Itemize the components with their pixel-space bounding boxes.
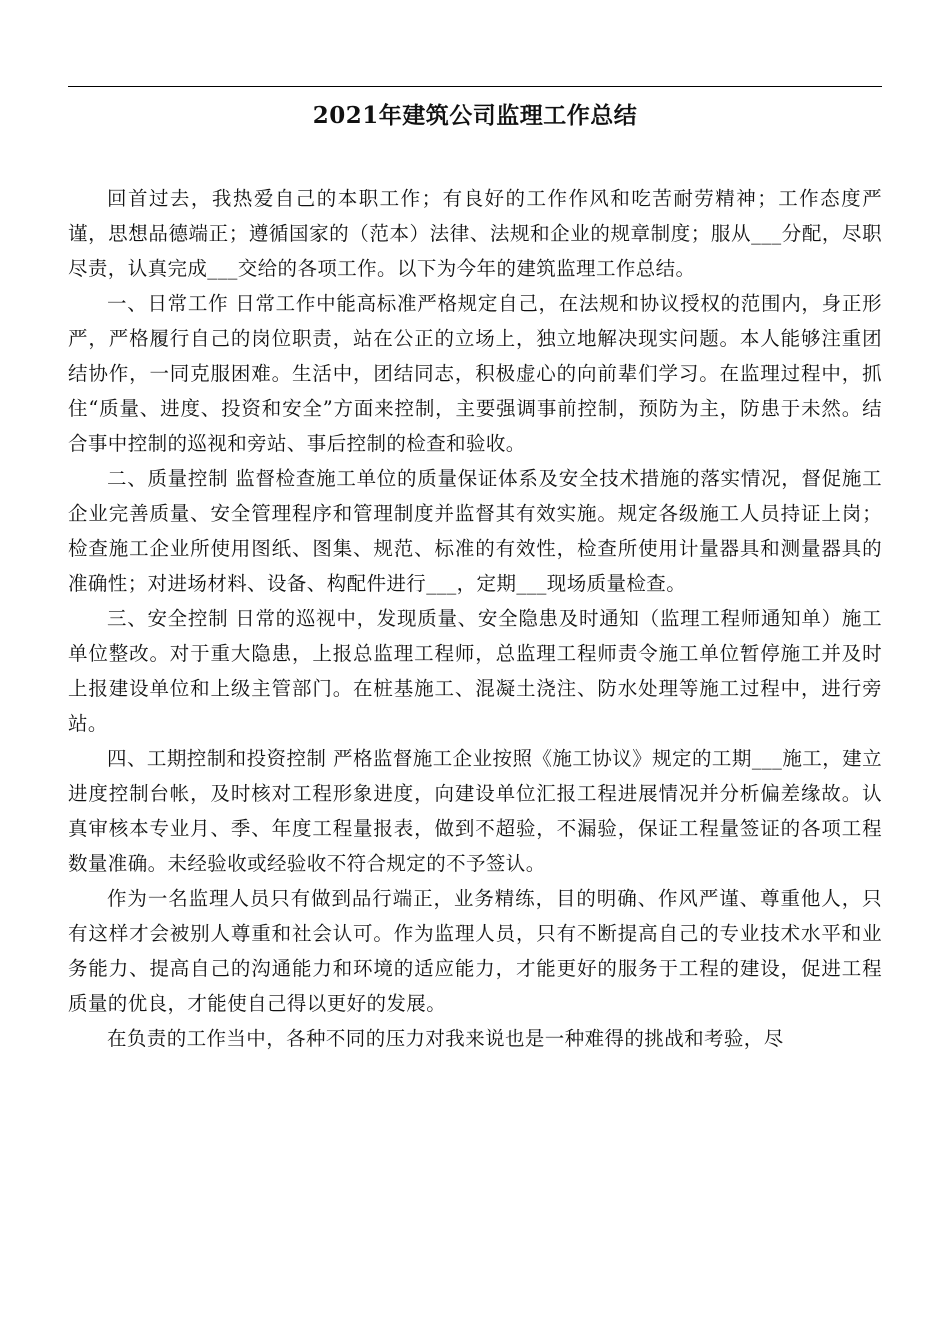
paragraph-supervisor-quality: 作为一名监理人员只有做到品行端正，业务精练，目的明确、作风严谨、尊重他人，只有这样才会被别人尊重和社会认可。作为监理人员，只有不断提高自己的专业技术水平和业务能力、提高自己的沟通能力和环境的适应能力，才能更好的服务于工程的建设，促进工程质量的优良，才能使自己得以更好的发展。 xyxy=(68,887,882,1015)
paragraph-pressure-challenge: 在负责的工作当中，各种不同的压力对我来说也是一种难得的挑战和考验，尽 xyxy=(107,1027,784,1050)
document-title: 2021年建筑公司监理工作总结 xyxy=(312,102,638,129)
paragraph-safety-control: 三、安全控制 日常的巡视中，发现质量、安全隐患及时通知（监理工程师通知单）施工单位整改。对于重大隐患，上报总监理工程师，总监理工程师责令施工单位暂停施工并及时上报建设单位和上级主管部门。在桩基施工、混凝土浇注、防水处理等施工过程中，进行旁站。 xyxy=(68,607,882,735)
document-body xyxy=(68,181,882,1344)
paragraph-quality-control: 二、质量控制 监督检查施工单位的质量保证体系及安全技术措施的落实情况，督促施工企业完善质量、安全管理程序和管理制度并监督其有效实施。规定各级施工人员持证上岗；检查施工企业所使用图纸、图集、规范、标准的有效性，检查所使用计量器具和测量器具的准确性；对进场材料、设备、构配件进行___，定期___现场质量检查。 xyxy=(68,467,882,595)
paragraph-schedule-investment-control: 四、工期控制和投资控制 严格监督施工企业按照《施工协议》规定的工期___施工，建立进度控制台帐，及时核对工程形象进度，向建设单位汇报工程进展情况并分析偏差缘故。认真审核本专业月、季、年度工程量报表，做到不超验，不漏验，保证工程量签证的各项工程数量准确。未经验收或经验收不符合规定的不予签认。 xyxy=(68,747,882,875)
paragraph-daily-work: 一、日常工作 日常工作中能高标准严格规定自己，在法规和协议授权的范围内，身正形严，严格履行自己的岗位职责，站在公正的立场上，独立地解决现实问题。本人能够注重团结协作，一同克服困难。生活中，团结同志，积极虚心的向前辈们学习。在监理过程中，抓住“质量、进度、投资和安全”方面来控制，主要强调事前控制，预防为主，防患于未然。结合事中控制的巡视和旁站、事后控制的检查和验收。 xyxy=(68,292,882,455)
paragraph-intro: 回首过去，我热爱自己的本职工作；有良好的工作作风和吃苦耐劳精神；工作态度严谨，思想品德端正；遵循国家的（范本）法律、法规和企业的规章制度；服从___分配，尽职尽责，认真完成___交给的各项工作。以下为今年的建筑监理工作总结。 xyxy=(68,187,882,280)
header-rule xyxy=(68,86,882,87)
